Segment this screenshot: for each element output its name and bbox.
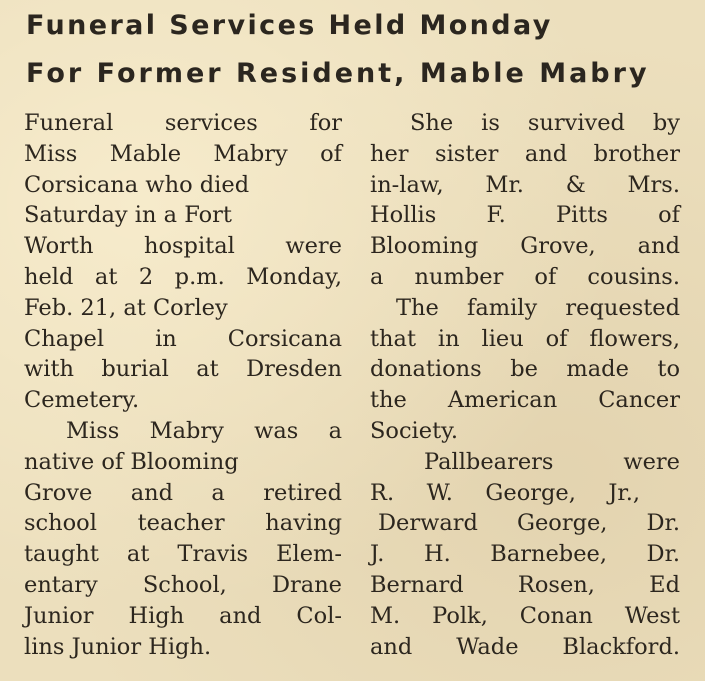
- article-line: lins Junior High.: [24, 633, 212, 660]
- article-line: Funeral services for: [24, 110, 342, 136]
- article-line: her sister and brother: [370, 140, 680, 167]
- article-line: She is survived by: [410, 110, 680, 136]
- article-line: Feb. 21, at Corley: [24, 294, 228, 321]
- article-line: Miss Mabry was a: [66, 417, 342, 444]
- article-line: Worth hospital were: [24, 233, 342, 260]
- article-line: Blooming Grove, and: [370, 233, 680, 260]
- article-line: school teacher having: [24, 510, 342, 537]
- article-line: Grove and a retired: [24, 479, 342, 506]
- article-line: in-law, Mr. & Mrs.: [370, 171, 680, 198]
- article-line: Cemetery.: [24, 387, 140, 414]
- article-line: Society.: [370, 417, 458, 444]
- article-line: Junior High and Col-: [24, 602, 342, 629]
- article-line: R. W. George, Jr.,: [370, 479, 640, 506]
- article-line: Bernard Rosen, Ed: [370, 571, 680, 598]
- article-line: taught at Travis Elem-: [24, 541, 342, 568]
- article-line: that in lieu of flowers,: [370, 325, 680, 352]
- article-line: a number of cousins.: [370, 263, 680, 290]
- article-line: the American Cancer: [370, 387, 680, 414]
- article-line: donations be made to: [370, 356, 680, 383]
- article-line: held at 2 p.m. Monday,: [24, 263, 342, 290]
- article-line: native of Blooming: [24, 448, 239, 475]
- article-right-column: [370, 108, 680, 662]
- article-line: Derward George, Dr.: [378, 510, 680, 537]
- article-line: J. H. Barnebee, Dr.: [370, 541, 680, 568]
- article-line: Chapel in Corsicana: [24, 325, 342, 352]
- article-line: Saturday in a Fort: [24, 202, 232, 229]
- article-line: and Wade Blackford.: [370, 633, 680, 660]
- article-line: Miss Mable Mabry of: [24, 140, 342, 167]
- article-line: with burial at Dresden: [24, 356, 342, 383]
- article-line: The family requested: [396, 294, 680, 321]
- headline-line-2: For Former Resident, Mable Mabry: [26, 58, 650, 89]
- article-line: Corsicana who died: [24, 171, 250, 198]
- article-left-column: [24, 108, 342, 662]
- article-line: M. Polk, Conan West: [370, 602, 680, 629]
- article-line: entary School, Drane: [24, 571, 342, 598]
- headline-line-1: Funeral Services Held Monday: [26, 10, 553, 41]
- article-line: Hollis F. Pitts of: [370, 202, 680, 229]
- article-line: Pallbearers were: [424, 448, 680, 475]
